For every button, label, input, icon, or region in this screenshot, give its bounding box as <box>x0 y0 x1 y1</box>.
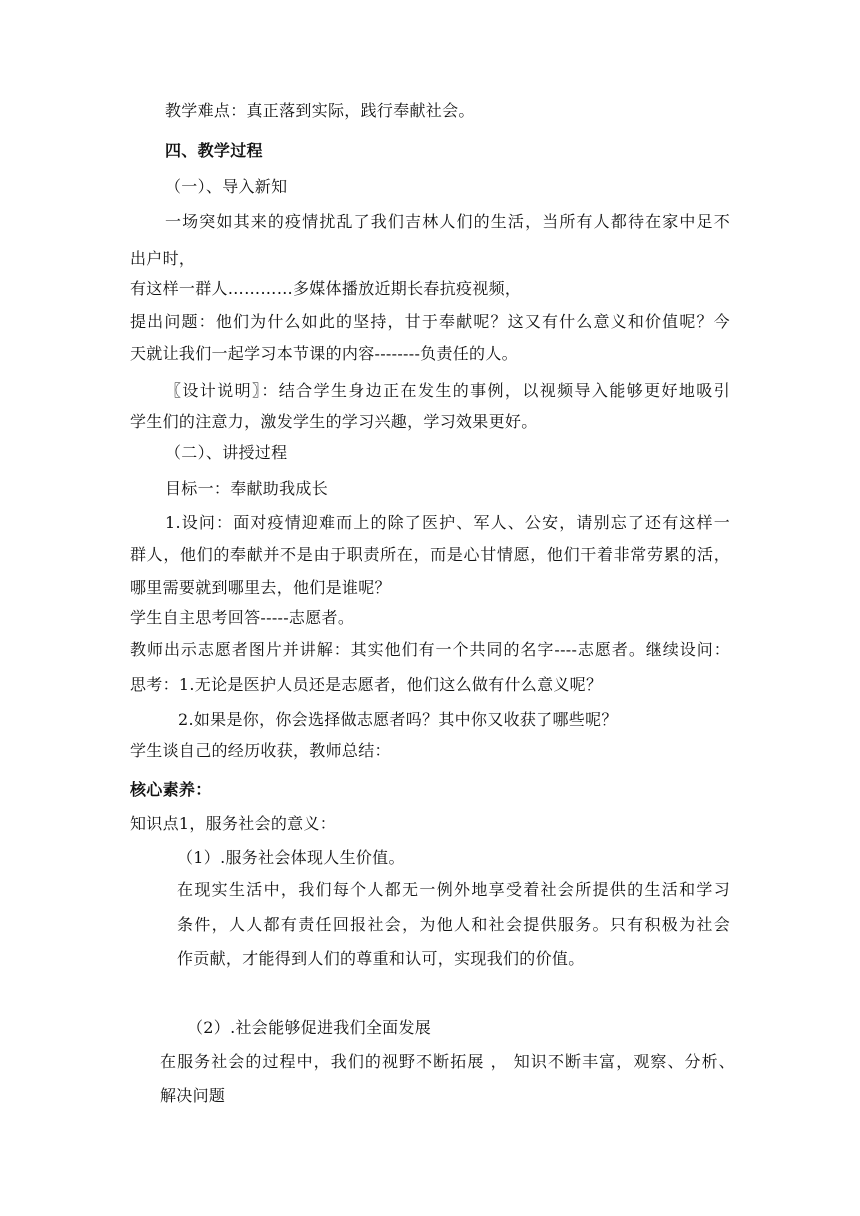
think-line: 2.如果是你，你会选择做志愿者吗？其中你又收获了哪些呢？ <box>178 710 618 729</box>
question-line: 1.设问：面对疫情迎难而上的除了医护、军人、公安，请别忘了还有这样一 <box>165 513 730 532</box>
paragraph-line: 有这样一群人…………多媒体播放近期长春抗疫视频， <box>130 279 522 298</box>
core-literacy-heading: 核心素养： <box>130 780 212 799</box>
paragraph-line: 一场突如其来的疫情扰乱了我们吉林人们的生活，当所有人都待在家中足不 <box>165 212 730 231</box>
paragraph-line: 提出问题：他们为什么如此的坚持，甘于奉献呢？这又有什么意义和价值呢？今 <box>130 312 730 331</box>
point-2-heading: （2）.社会能够促进我们全面发展 <box>187 1018 432 1037</box>
knowledge-point-heading: 知识点1，服务社会的意义： <box>130 814 337 833</box>
teacher-line: 教师出示志愿者图片并讲解：其实他们有一个共同的名字----志愿者。继续设问： <box>130 640 730 659</box>
point-1-heading: （1）.服务社会体现人生价值。 <box>177 848 405 867</box>
summary-line: 学生谈自己的经历收获，教师总结： <box>130 741 391 760</box>
design-note-line: 〖设计说明〗：结合学生身边正在发生的事例，以视频导入能够更好地吸引 <box>165 381 730 400</box>
paragraph-line: 出户时， <box>130 249 196 268</box>
point-1-paragraph-line: 在现实生活中，我们每个人都无一例外地享受着社会所提供的生活和学习 <box>177 880 730 899</box>
question-line: 哪里需要就到哪里去，他们是谁呢？ <box>130 578 391 597</box>
teaching-difficulty-line: 教学难点：真正落到实际，践行奉献社会。 <box>165 101 475 120</box>
subsection-heading-intro: （一）、导入新知 <box>165 177 288 196</box>
student-answer-line: 学生自主思考回答-----志愿者。 <box>130 608 355 627</box>
goal-heading: 目标一：奉献助我成长 <box>165 479 329 498</box>
paragraph-line: 天就让我们一起学习本节课的内容--------负责任的人。 <box>130 344 518 363</box>
point-1-paragraph-line: 作贡献，才能得到人们的尊重和认可，实现我们的价值。 <box>177 949 585 968</box>
point-2-paragraph-line: 解决问题 <box>160 1086 226 1105</box>
point-2-paragraph-line: 在服务社会的过程中，我们的视野不断拓展 ， 知识不断丰富，观察、分析、 <box>160 1052 735 1071</box>
design-note-line: 学生们的注意力，激发学生的学习兴趣，学习效果更好。 <box>130 412 538 431</box>
section-heading-teaching-process: 四、教学过程 <box>165 141 263 160</box>
think-line: 思考：1.无论是医护人员还是志愿者，他们这么做有什么意义呢？ <box>130 675 603 694</box>
question-line: 群人，他们的奉献并不是由于职责所在，而是心甘情愿，他们干着非常劳累的活， <box>130 545 730 564</box>
point-1-paragraph-line: 条件，人人都有责任回报社会，为他人和社会提供服务。只有积极为社会 <box>177 915 730 934</box>
subsection-heading-teaching: （二）、讲授过程 <box>165 443 288 462</box>
